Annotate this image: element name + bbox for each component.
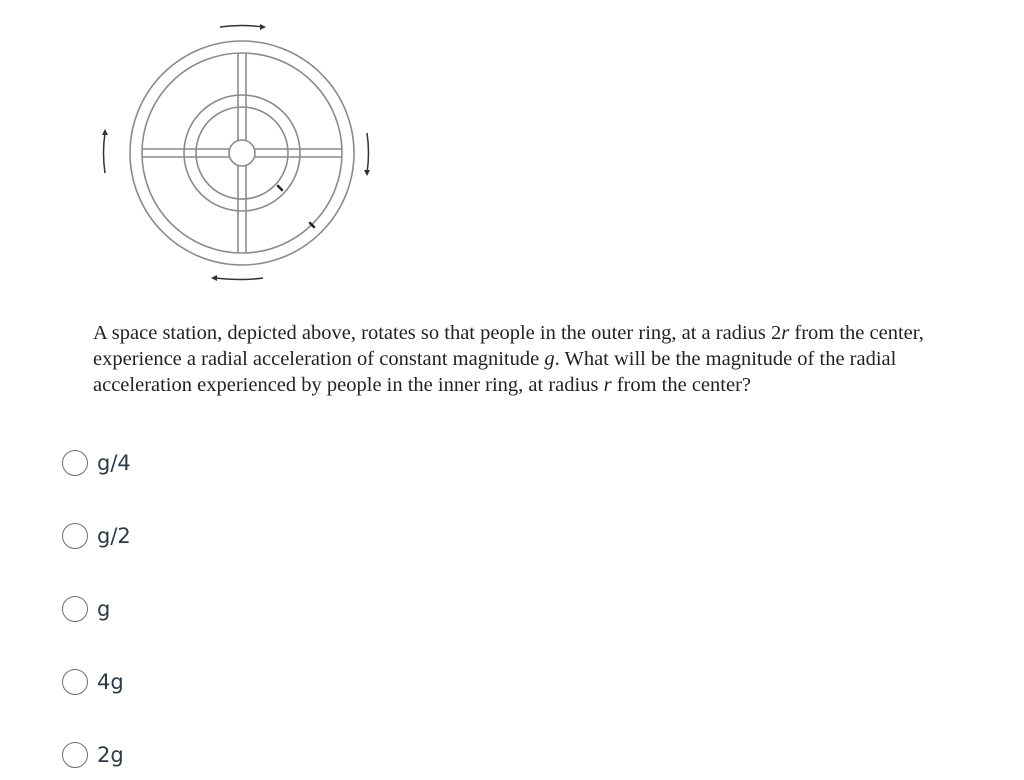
answer-option-1[interactable] — [62, 446, 131, 480]
question-variable-r-inner: r — [603, 374, 612, 396]
question-part-4: from the center? — [611, 374, 751, 396]
radio-button[interactable] — [62, 523, 88, 549]
question-part-3: . What will be the magnitude of the radial acceleration experienced by people in the inner ring, at radius — [93, 348, 897, 396]
answer-option-3[interactable] — [62, 592, 110, 626]
answer-option-2[interactable] — [62, 519, 131, 553]
answer-option-4[interactable] — [62, 665, 124, 699]
answer-option-5[interactable] — [62, 738, 124, 772]
answer-option-label: 2g — [97, 743, 124, 767]
radio-button[interactable] — [62, 742, 88, 768]
radio-button[interactable] — [62, 596, 88, 622]
answer-option-label: g/2 — [97, 524, 131, 548]
question-variable-r: r — [781, 322, 790, 344]
answer-options — [62, 0, 462, 780]
answer-option-label: g — [97, 597, 111, 621]
question-variable-g: g — [544, 348, 555, 370]
radio-button[interactable] — [62, 669, 88, 695]
radio-button[interactable] — [62, 450, 88, 476]
answer-option-label: 4g — [97, 670, 124, 694]
answer-option-label: g/4 — [97, 451, 131, 475]
question-part-1: A space station, depicted above, rotates so that people in the outer ring, at a radius 2 — [93, 322, 782, 344]
question-part-2: from the center, experience a radial acceleration of constant magnitude — [93, 322, 924, 370]
